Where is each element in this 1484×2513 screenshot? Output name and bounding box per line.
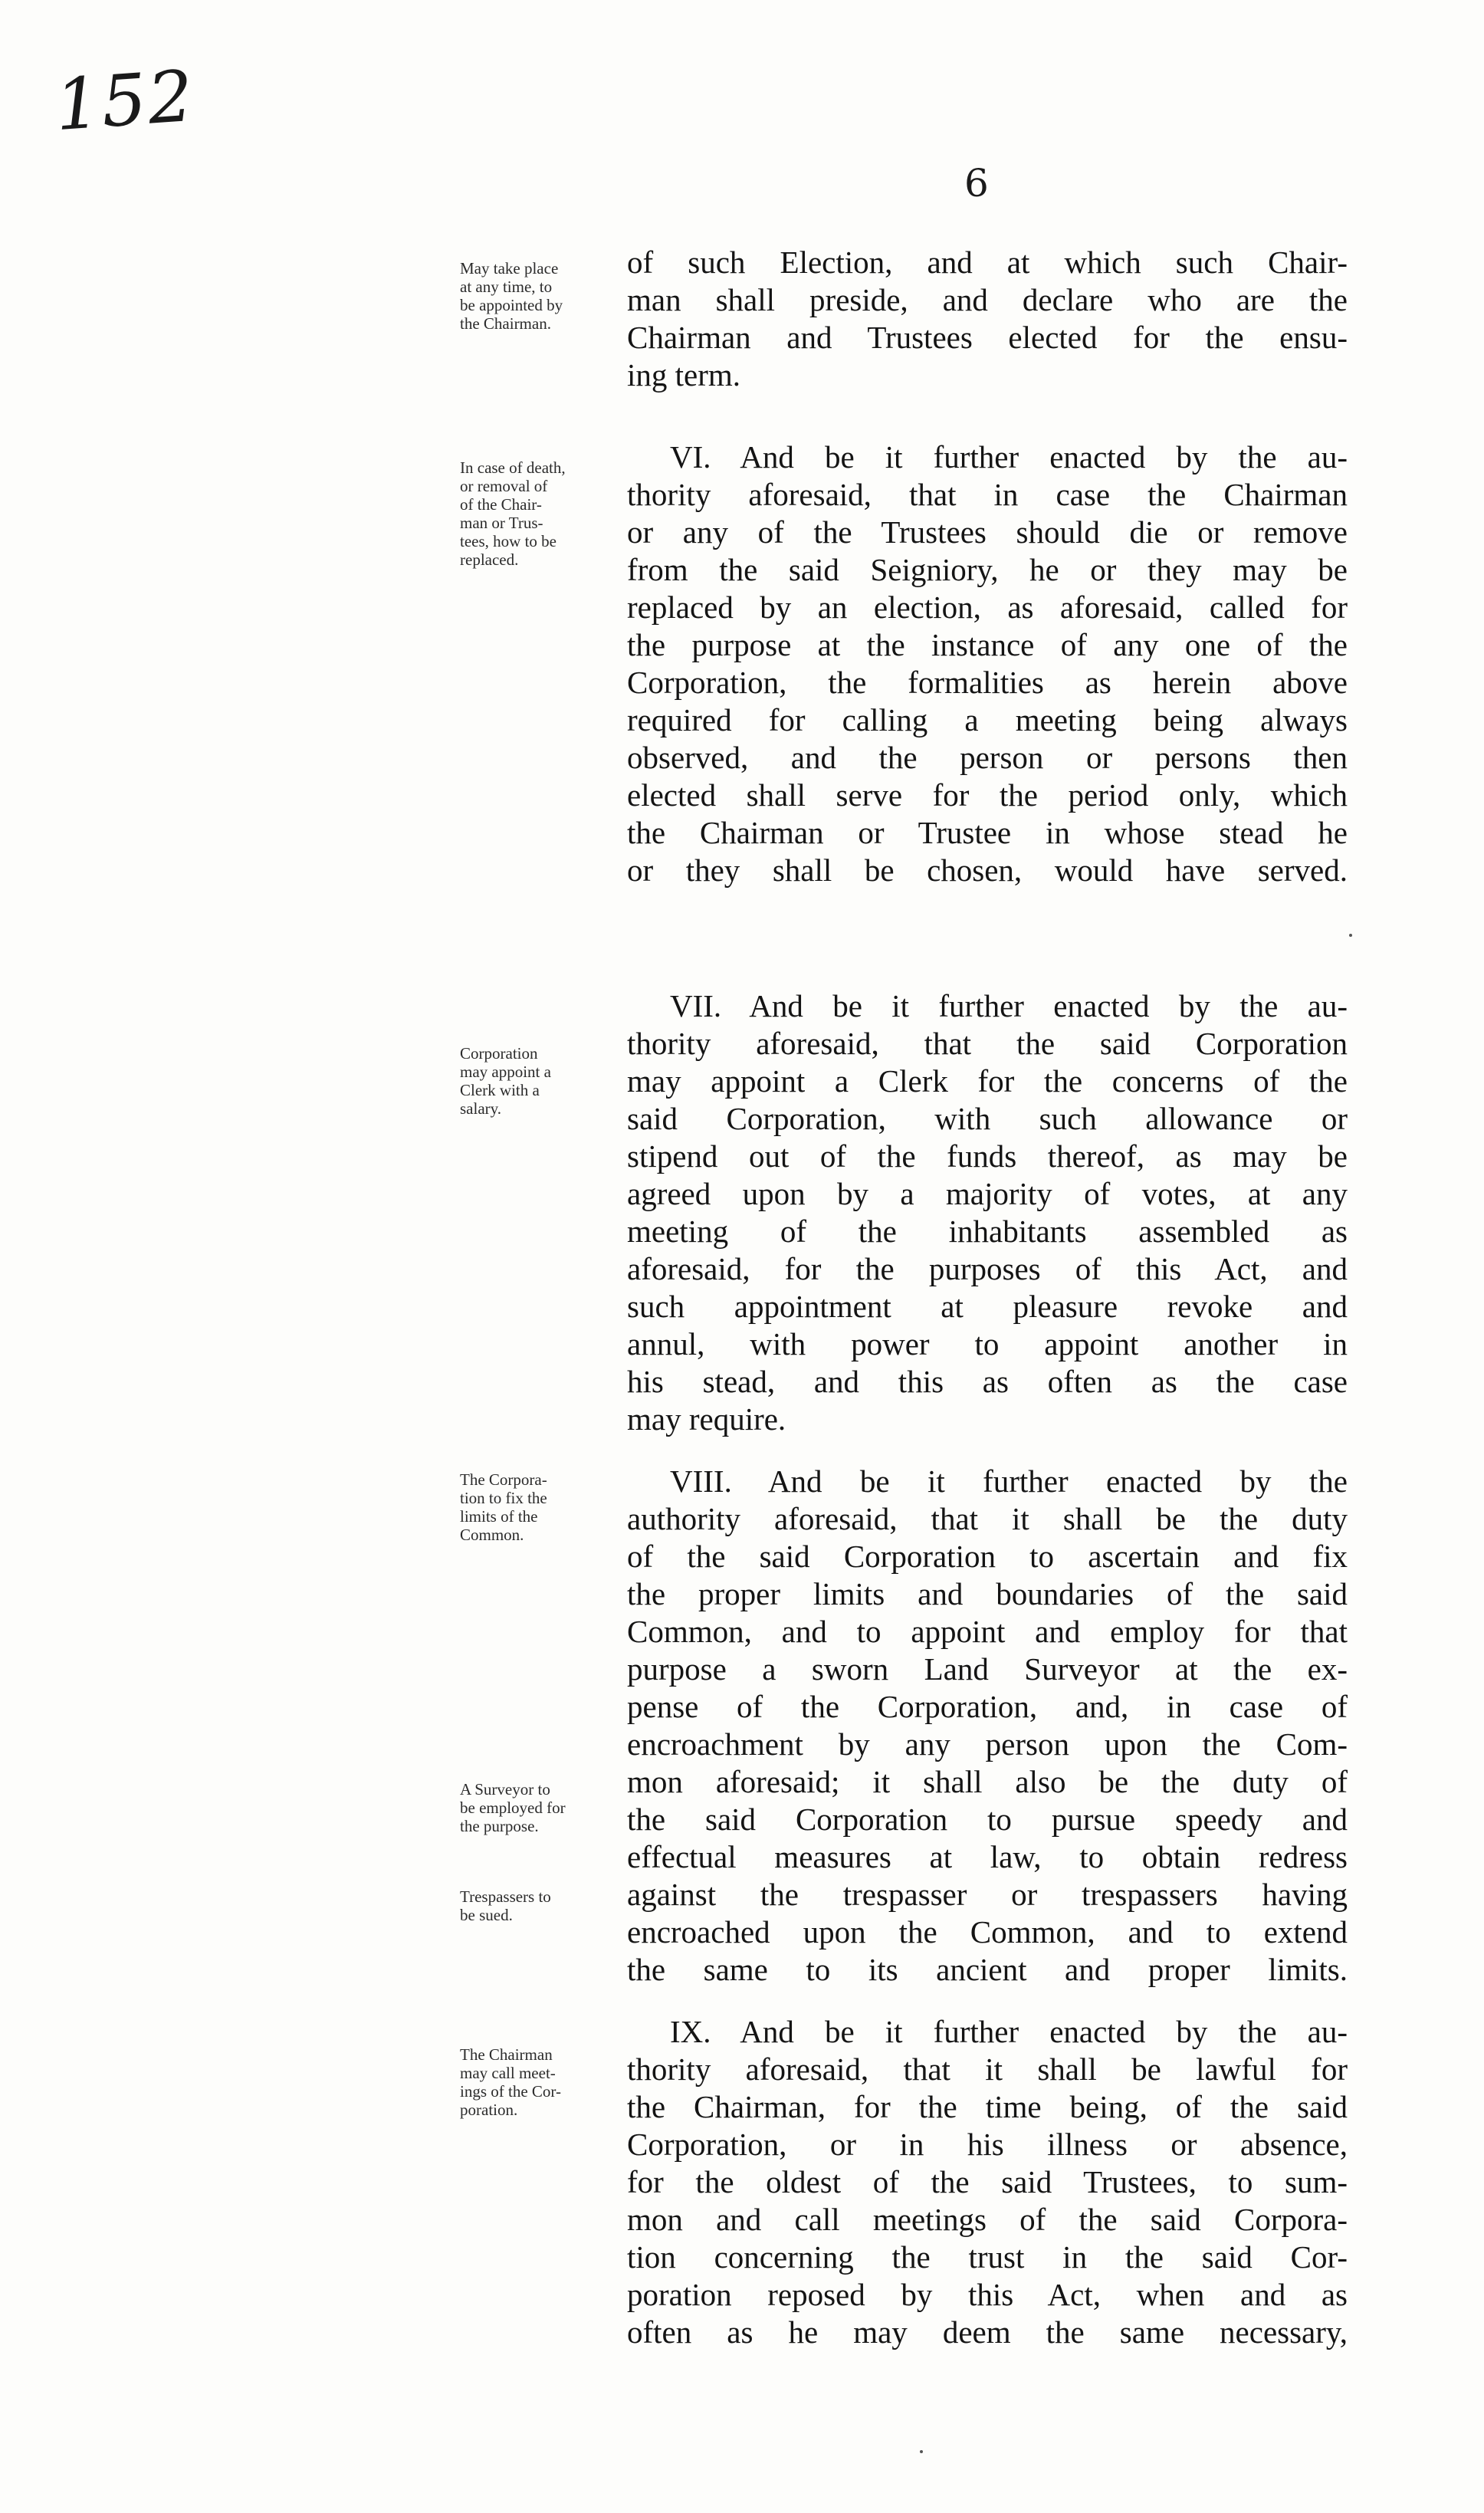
text-line: the Chairman or Trustee in whose stead he [627,815,1348,850]
margin-note-line: tees, how to be [460,532,556,550]
text-line: of the said Corporation to ascertain and fix [627,1539,1348,1574]
margin-note-surveyor [460,1780,621,1835]
text-line: VII. And be it further enacted by the au- [670,988,1348,1023]
section-ix [627,2013,1348,2351]
margin-note-trespassers [460,1887,621,1924]
margin-note-line: of the Chair- [460,495,542,514]
margin-note-line: The Chairman [460,2045,553,2064]
margin-note-line: A Surveyor to [460,1780,550,1799]
text-line: aforesaid, for the purposes of this Act, and [627,1251,1348,1286]
text-line: encroachment by any person upon the Com- [627,1726,1348,1762]
text-line: or they shall be chosen, would have served. [627,852,1348,888]
margin-note-line: May take place [460,259,559,278]
text-line: replaced by an election, as aforesaid, called for [627,590,1348,625]
text-line: Corporation, the formalities as herein above [627,665,1348,700]
margin-note-line: may call meet- [460,2064,556,2082]
margin-note-line: salary. [460,1099,502,1118]
margin-note-line: Common. [460,1526,524,1544]
text-line: required for calling a meeting being always [627,702,1348,737]
margin-note-line: ings of the Cor- [460,2082,561,2101]
text-line: thority aforesaid, that the said Corporation [627,1026,1348,1061]
text-line: mon aforesaid; it shall also be the duty of [627,1764,1348,1799]
text-line: such appointment at pleasure revoke and [627,1289,1348,1324]
text-line: or any of the Trustees should die or remove [627,514,1348,550]
margin-note-line: be appointed by [460,296,563,314]
text-line: may require. [627,1401,786,1437]
text-line: thority aforesaid, that in case the Chairman [627,477,1348,512]
text-line: the proper limits and boundaries of the said [627,1576,1348,1611]
margin-note-line: be sued. [460,1906,513,1924]
text-line: purpose a sworn Land Surveyor at the ex- [627,1651,1348,1687]
print-speck [1349,934,1352,937]
margin-note-line: man or Trus- [460,514,543,532]
text-line: ing term. [627,357,741,393]
margin-note-line: the purpose. [460,1817,539,1835]
text-line: VI. And be it further enacted by the au- [670,439,1348,475]
text-line: poration reposed by this Act, when and as [627,2277,1348,2312]
text-line: thority aforesaid, that it shall be lawful for [627,2051,1348,2087]
text-line: against the trespasser or trespassers having [627,1877,1348,1912]
text-line: effectual measures at law, to obtain redress [627,1839,1348,1874]
text-line: meeting of the inhabitants assembled as [627,1214,1348,1249]
text-line: the said Corporation to pursue speedy and [627,1802,1348,1837]
margin-note-line: be employed for [460,1799,566,1817]
margin-note-line: The Corpora- [460,1470,547,1489]
text-line: often as he may deem the same necessary, [627,2314,1348,2350]
margin-note-line: at any time, to [460,278,553,296]
margin-note-line: Corporation [460,1044,538,1063]
text-line: pense of the Corporation, and, in case of [627,1689,1348,1724]
margin-note-line: may appoint a [460,1063,551,1081]
text-line: from the said Seigniory, he or they may be [627,552,1348,587]
text-line: Chairman and Trustees elected for the ensu- [627,320,1348,355]
margin-note-chairman-meetings [460,2045,621,2119]
margin-note-limits [460,1470,621,1544]
text-line: IX. And be it further enacted by the au- [670,2014,1348,2049]
margin-note-line: Trespassers to [460,1887,551,1906]
section-vii [627,987,1348,1438]
text-line: agreed upon by a majority of votes, at any [627,1176,1348,1211]
text-line: man shall preside, and declare who are the [627,282,1348,317]
text-line: for the oldest of the said Trustees, to sum- [627,2164,1348,2199]
text-line: said Corporation, with such allowance or [627,1101,1348,1136]
section-viii [627,1463,1348,1989]
handwritten-folio-number: 152 [52,54,198,147]
text-line: the purpose at the instance of any one of the [627,627,1348,662]
print-speck [920,2450,923,2453]
text-line: elected shall serve for the period only, which [627,777,1348,813]
text-line: the same to its ancient and proper limits. [627,1952,1348,1987]
text-line: tion concerning the trust in the said Cor- [627,2239,1348,2275]
margin-note-line: Clerk with a [460,1081,540,1099]
margin-note-line: or removal of [460,477,548,495]
text-line: Common, and to appoint and employ for that [627,1614,1348,1649]
margin-note-line: limits of the [460,1507,538,1526]
margin-note-line: the Chairman. [460,314,551,333]
text-line: annul, with power to appoint another in [627,1326,1348,1362]
margin-note-line: replaced. [460,550,519,569]
text-line: observed, and the person or persons then [627,740,1348,775]
text-line: may appoint a Clerk for the concerns of the [627,1063,1348,1099]
margin-note-election-time [460,259,621,333]
text-line: the Chairman, for the time being, of the said [627,2089,1348,2124]
margin-note-clerk [460,1044,621,1118]
section-vi [627,439,1348,889]
text-line: stipend out of the funds thereof, as may be [627,1138,1348,1174]
page-number: 6 [964,161,989,205]
margin-note-death-or-removal [460,458,621,569]
margin-note-line: In case of death, [460,458,566,477]
text-line: authority aforesaid, that it shall be the duty [627,1501,1348,1536]
text-line: Corporation, or in his illness or absence, [627,2127,1348,2162]
margin-note-line: tion to fix the [460,1489,547,1507]
text-line: of such Election, and at which such Chair- [627,245,1348,280]
text-line: encroached upon the Common, and to extend [627,1914,1348,1950]
text-line: mon and call meetings of the said Corpora- [627,2202,1348,2237]
margin-note-line: poration. [460,2101,518,2119]
text-line: his stead, and this as often as the case [627,1364,1348,1399]
text-line: VIII. And be it further enacted by the [670,1463,1348,1499]
paragraph-continuation [627,244,1348,394]
